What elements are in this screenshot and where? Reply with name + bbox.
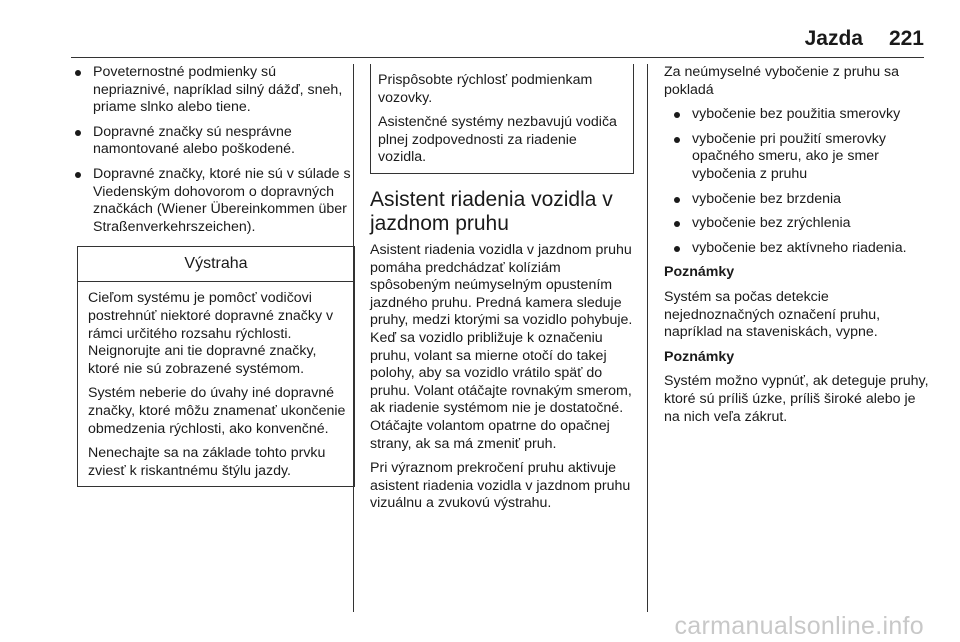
bullet-icon xyxy=(674,197,680,203)
chapter-title: Jazda xyxy=(804,27,863,50)
section-heading: Asistent riadenia vozidla v jazdnom pruhu xyxy=(370,187,613,235)
body-paragraph: Pri výraznom prekročení pruhu aktivuje asistent riadenia vozidla v jazdnom pruhu vizuálnu a zvukovú výstrahu. xyxy=(370,460,631,512)
watermark: carmanualsonline.info xyxy=(674,612,924,640)
header-divider xyxy=(71,57,924,58)
column-right xyxy=(664,64,929,433)
intro-paragraph: Za neúmyselné vybočenie z pruhu sa pokladá xyxy=(664,64,900,98)
warning-paragraph: Systém neberie do úvahy iné dopravné značky, ktoré môžu znamenať ukončenie obmedzenia rýchlosti, ako konvenčné. xyxy=(88,385,346,437)
column-middle xyxy=(370,64,634,520)
list-item: Poveternostné podmienky sú nepriaznivé, napríklad silný dážď, sneh, priame slnko alebo tiene. xyxy=(71,64,354,117)
bullet-icon xyxy=(674,246,680,252)
note-text: Systém sa počas detekcie nejednoznačných označení pruhu, napríklad na staveniskách, vypne. xyxy=(664,288,881,341)
bullet-icon xyxy=(674,221,680,227)
note-label: Poznámky xyxy=(664,348,735,365)
warning-box xyxy=(77,246,355,487)
bullet-icon xyxy=(674,137,680,143)
box-paragraph: Asistenčné systémy nezbavujú vodiča plnej zodpovednosti za riadenie vozidla. xyxy=(378,114,617,166)
list-item: vybočenie bez brzdenia xyxy=(664,191,929,209)
list-item: Dopravné značky, ktoré nie sú v súlade s Viedenským dohovorom o dopravných značkách (Wiener Übereinkommen über Straßenverkehrszeichen). xyxy=(71,166,354,236)
bullet-icon xyxy=(674,112,680,118)
bullet-icon xyxy=(75,172,81,178)
bullet-icon xyxy=(75,70,81,76)
warning-title: Výstraha xyxy=(78,247,354,282)
bullet-icon xyxy=(75,130,81,136)
warning-continuation-box xyxy=(370,64,634,174)
warning-body xyxy=(78,282,354,486)
list-item: vybočenie pri použití smerovky opačného smeru, ako je smer vybočenia z pruhu xyxy=(664,131,929,184)
list-item: vybočenie bez aktívneho riadenia. xyxy=(664,240,929,258)
note-text: Systém možno vypnúť, ak deteguje pruhy, ktoré sú príliš úzke, príliš široké alebo je na nich veľa zákrut. xyxy=(664,373,929,425)
warning-paragraph: Nenechajte sa na základe tohto prvku zviesť k riskantnému štýlu jazdy. xyxy=(88,445,326,479)
conditions-list xyxy=(71,64,354,236)
body-paragraph: Asistent riadenia vozidla v jazdnom pruhu pomáha predchádzať kolíziám spôsobeným neúmyselným opustením jazdného pruhu. Predná kamera sleduje pruhy, medzi ktorými sa vozidlo pohybuje. Keď sa vozidlo približuje k označeniu pruhu, volant sa mierne otočí do takej polohy, aby sa vozidlo vrátilo späť do pruhu. Volant otáčajte rovnakým smerom, ak riadenie systémom nie je dostatočné. Otáčajte volantom opatrne do opačnej strany, ak sa má zmeniť pruh. xyxy=(370,241,633,452)
list-item: Dopravné značky sú nesprávne namontované alebo poškodené. xyxy=(71,124,354,159)
warning-paragraph: Cieľom systému je pomôcť vodičovi postrehnúť niektoré dopravné značky v rámci určitého rozsahu rýchlosti. Neignorujte ani tie dopravné značky, ktoré nie sú zobrazené systémom. xyxy=(88,290,334,377)
column-divider-2 xyxy=(647,64,648,612)
list-item: vybočenie bez zrýchlenia xyxy=(664,215,929,233)
deviation-list xyxy=(664,106,929,257)
list-item: vybočenie bez použitia smerovky xyxy=(664,106,929,124)
column-left xyxy=(71,64,354,487)
page-number: 221 xyxy=(888,27,924,50)
box-paragraph: Prispôsobte rýchlosť podmienkam vozovky. xyxy=(378,72,593,106)
note-label: Poznámky xyxy=(664,264,735,281)
